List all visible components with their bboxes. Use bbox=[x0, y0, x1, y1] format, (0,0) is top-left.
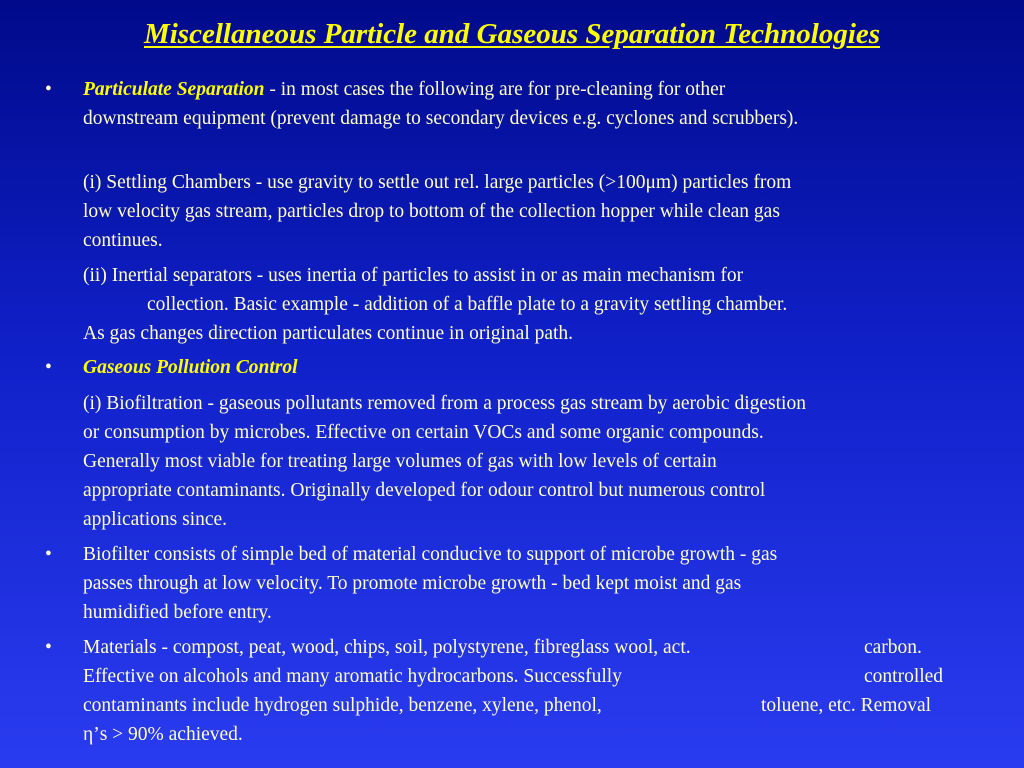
materials-line-1-a: Materials - compost, peat, wood, chips, soil, polystyrene, fibreglass wool, act. bbox=[83, 637, 691, 658]
settling-line-3: continues. bbox=[83, 230, 163, 251]
settling-line-1: (i) Settling Chambers - use gravity to settle out rel. large particles (>100μm) particles from bbox=[83, 172, 792, 193]
biofiltration-line-4: appropriate contaminants. Originally developed for odour control but numerous control bbox=[83, 480, 766, 501]
gaseous-heading: Gaseous Pollution Control bbox=[83, 357, 298, 378]
particulate-intro-line-2: downstream equipment (prevent damage to secondary devices e.g. cyclones and scrubbers). bbox=[83, 108, 799, 129]
materials-line-1-b: carbon. bbox=[864, 637, 922, 658]
bullet-marker: • bbox=[45, 357, 52, 378]
biofilter-line-1: Biofilter consists of simple bed of material conducive to support of microbe growth - gas bbox=[83, 544, 778, 565]
inertial-line-2: collection. Basic example - addition of a baffle plate to a gravity settling chamber. bbox=[147, 294, 788, 315]
particulate-intro-text: - in most cases the following are for pre-cleaning for other bbox=[264, 79, 726, 100]
biofiltration-line-2: or consumption by microbes. Effective on certain VOCs and some organic compounds. bbox=[83, 422, 764, 443]
materials-line-2-b: controlled bbox=[864, 666, 944, 687]
particulate-heading: Particulate Separation bbox=[83, 79, 265, 100]
materials-line-3 bbox=[83, 691, 932, 721]
materials-line-4: η’s > 90% achieved. bbox=[83, 724, 243, 745]
materials-line-3-b: toluene, etc. Removal bbox=[761, 695, 932, 716]
materials-line-2 bbox=[83, 662, 944, 692]
biofilter-line-3: humidified before entry. bbox=[83, 602, 272, 623]
biofiltration-line-3: Generally most viable for treating large volumes of gas with low levels of certain bbox=[83, 451, 717, 472]
materials-line-1 bbox=[83, 633, 922, 663]
materials-line-2-a: Effective on alcohols and many aromatic hydrocarbons. Successfully bbox=[83, 666, 622, 687]
bullet-marker: • bbox=[45, 79, 52, 100]
settling-line-2: low velocity gas stream, particles drop to bottom of the collection hopper while clean gas bbox=[83, 201, 780, 222]
inertial-line-1: (ii) Inertial separators - uses inertia of particles to assist in or as main mechanism for bbox=[83, 265, 744, 286]
bullet-marker: • bbox=[45, 544, 52, 565]
slide-title: Miscellaneous Particle and Gaseous Separation Technologies bbox=[143, 18, 881, 50]
biofiltration-line-5: applications since. bbox=[83, 509, 228, 530]
particulate-intro-line-1 bbox=[83, 75, 725, 105]
inertial-line-3: As gas changes direction particulates continue in original path. bbox=[83, 323, 574, 344]
materials-line-3-a: contaminants include hydrogen sulphide, benzene, xylene, phenol, bbox=[83, 695, 602, 716]
biofilter-line-2: passes through at low velocity. To promote microbe growth - bed kept moist and gas bbox=[83, 573, 742, 594]
gaseous-heading-line bbox=[83, 353, 298, 383]
biofiltration-line-1: (i) Biofiltration - gaseous pollutants removed from a process gas stream by aerobic digestion bbox=[83, 393, 806, 414]
bullet-marker: • bbox=[45, 637, 52, 658]
